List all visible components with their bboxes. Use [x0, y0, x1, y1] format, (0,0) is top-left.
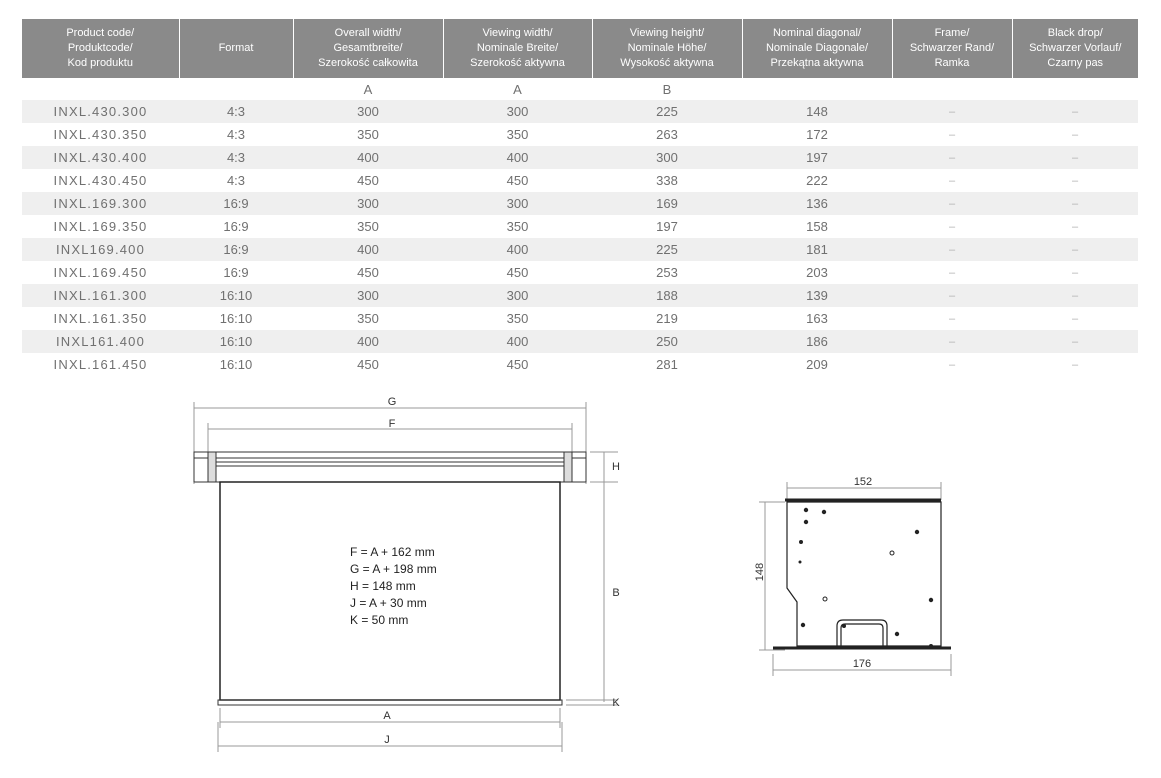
table-cell: 281	[656, 357, 678, 372]
table-cell: –	[1012, 238, 1138, 261]
table-cell: –	[1071, 128, 1079, 141]
table-cell: 250	[592, 330, 742, 353]
table-cell: 400	[443, 330, 592, 353]
table-row	[22, 169, 1138, 192]
table-cell: 350	[506, 219, 529, 234]
table-cell: 300	[443, 284, 592, 307]
table-row	[22, 330, 1138, 353]
table-cell: 400	[293, 238, 443, 261]
dimension-marker-cell: A	[513, 81, 522, 97]
table-cell: 16:10	[179, 330, 293, 353]
dim-label-a: A	[383, 710, 391, 722]
table-cell: 16:9	[223, 265, 249, 280]
table-row	[22, 238, 1138, 261]
table-cell: 188	[592, 284, 742, 307]
table-cell: INXL.430.400	[22, 146, 179, 169]
dimension-marker-cell	[22, 78, 179, 100]
dimension-marker-cell	[742, 78, 892, 100]
formula-h: H = 148 mm	[350, 579, 416, 593]
table-cell: 350	[357, 311, 379, 326]
table-row	[22, 215, 1138, 238]
side-dim-top: 152	[853, 476, 873, 488]
formula-g: G = A + 198 mm	[350, 562, 437, 576]
formula-j: J = A + 30 mm	[350, 596, 427, 610]
table-cell: 450	[357, 357, 379, 372]
table-cell: INXL.430.450	[53, 173, 148, 188]
dim-label-g: G	[387, 396, 397, 408]
table-cell: 158	[806, 219, 828, 234]
table-cell: 4:3	[226, 127, 246, 142]
table-row	[22, 353, 1138, 376]
table-cell: 203	[806, 265, 828, 280]
table-cell: 253	[656, 265, 678, 280]
table-cell: –	[948, 174, 956, 187]
side-dim-bottom: 176	[852, 658, 872, 670]
table-row	[22, 261, 1138, 284]
table-cell: 350	[506, 127, 529, 142]
table-cell: –	[892, 238, 1012, 261]
table-cell: 225	[592, 238, 742, 261]
table-cell: 4:3	[179, 100, 293, 123]
spec-table	[22, 19, 1138, 376]
table-cell: –	[948, 266, 956, 279]
table-cell: –	[1012, 146, 1138, 169]
table-cell: INXL.169.350	[53, 219, 148, 234]
formula-k: K = 50 mm	[350, 613, 409, 627]
table-cell: –	[892, 192, 1012, 215]
table-cell: 300	[293, 192, 443, 215]
dim-label-f: F	[388, 418, 396, 430]
column-header: Product code/ Produktcode/ Kod produktu	[22, 19, 179, 78]
table-cell: –	[892, 146, 1012, 169]
table-cell: 350	[357, 219, 379, 234]
table-cell: 300	[293, 100, 443, 123]
front-view-diagram	[180, 392, 640, 762]
table-cell: 400	[293, 330, 443, 353]
table-row	[22, 123, 1138, 146]
table-cell: –	[1071, 358, 1079, 371]
table-cell: –	[1012, 284, 1138, 307]
table-cell: 169	[592, 192, 742, 215]
table-row	[22, 284, 1138, 307]
table-cell: 16:10	[219, 357, 253, 372]
table-cell: –	[1071, 312, 1079, 325]
column-header: Black drop/ Schwarzer Vorlauf/ Czarny pas	[1012, 19, 1138, 78]
side-profile-diagram	[745, 470, 965, 680]
side-dim-height: 148	[754, 562, 766, 582]
table-cell: 197	[742, 146, 892, 169]
table-cell: 400	[443, 238, 592, 261]
table-cell: 450	[506, 265, 529, 280]
table-cell: 16:10	[219, 311, 253, 326]
formula-f: F = A + 162 mm	[350, 545, 435, 559]
table-cell: –	[892, 284, 1012, 307]
table-cell: 263	[656, 127, 678, 142]
table-row	[22, 192, 1138, 215]
table-cell: 186	[742, 330, 892, 353]
table-cell: –	[1071, 220, 1079, 233]
table-cell: 450	[506, 357, 529, 372]
table-cell: 450	[357, 173, 379, 188]
column-header: Overall width/ Gesamtbreite/ Szerokość całkowita	[293, 19, 443, 78]
table-cell: INXL169.400	[22, 238, 179, 261]
table-cell: 300	[443, 192, 592, 215]
dimension-marker-cell: B	[662, 81, 672, 97]
table-cell: 163	[806, 311, 828, 326]
column-header: Viewing width/ Nominale Breite/ Szerokość aktywna	[443, 19, 592, 78]
table-cell: –	[1012, 100, 1138, 123]
table-cell: 209	[806, 357, 828, 372]
table-cell: 350	[357, 127, 379, 142]
table-cell: 181	[742, 238, 892, 261]
dim-label-h: H	[612, 461, 620, 473]
table-cell: INXL161.400	[22, 330, 179, 353]
table-cell: INXL.169.450	[53, 265, 148, 280]
table-cell: –	[1012, 330, 1138, 353]
table-cell: 4:3	[179, 146, 293, 169]
table-cell: 4:3	[226, 173, 246, 188]
dimension-marker-cell: A	[363, 81, 373, 97]
table-cell: –	[948, 358, 956, 371]
table-cell: 16:9	[179, 192, 293, 215]
table-cell: INXL.161.350	[53, 311, 148, 326]
table-cell: 225	[592, 100, 742, 123]
table-cell: INXL.430.300	[22, 100, 179, 123]
table-row	[22, 307, 1138, 330]
table-cell: 222	[806, 173, 828, 188]
table-row	[22, 146, 1138, 169]
dim-label-k: K	[612, 697, 620, 709]
table-cell: 300	[592, 146, 742, 169]
table-cell: 450	[506, 173, 529, 188]
column-header: Viewing height/ Nominale Höhe/ Wysokość aktywna	[592, 19, 742, 78]
table-cell: –	[948, 220, 956, 233]
table-cell: –	[1012, 192, 1138, 215]
table-cell: 197	[656, 219, 678, 234]
column-header: Frame/ Schwarzer Rand/ Ramka	[892, 19, 1012, 78]
table-cell: –	[948, 128, 956, 141]
table-header-row	[22, 19, 1138, 78]
table-cell: 16:10	[179, 284, 293, 307]
table-cell: 139	[742, 284, 892, 307]
table-cell: 136	[742, 192, 892, 215]
dimension-marker-cell	[892, 78, 1012, 100]
table-cell: 300	[293, 284, 443, 307]
dimension-marker-cell	[179, 78, 293, 100]
table-cell: 148	[742, 100, 892, 123]
table-cell: 219	[656, 311, 678, 326]
dimension-marker-cell	[1012, 78, 1138, 100]
dim-label-j: J	[384, 734, 390, 746]
table-cell: INXL.169.300	[22, 192, 179, 215]
dimension-marker-row	[22, 78, 1138, 100]
table-cell: –	[948, 312, 956, 325]
table-cell: 350	[506, 311, 529, 326]
table-cell: –	[892, 330, 1012, 353]
table-cell: 16:9	[179, 238, 293, 261]
table-cell: 400	[443, 146, 592, 169]
column-header: Format	[179, 19, 293, 78]
table-cell: –	[892, 100, 1012, 123]
dim-label-b: B	[612, 587, 620, 599]
column-header: Nominal diagonal/ Nominale Diagonale/ Przekątna aktywna	[742, 19, 892, 78]
table-cell: INXL.161.450	[53, 357, 148, 372]
table-cell: 300	[443, 100, 592, 123]
table-cell: 16:9	[223, 219, 249, 234]
table-cell: 338	[656, 173, 678, 188]
table-cell: 450	[357, 265, 379, 280]
table-cell: –	[1071, 174, 1079, 187]
table-cell: –	[1071, 266, 1079, 279]
table-cell: INXL.430.350	[53, 127, 148, 142]
table-cell: 172	[806, 127, 828, 142]
table-row	[22, 100, 1138, 123]
table-cell: INXL.161.300	[22, 284, 179, 307]
table-cell: 400	[293, 146, 443, 169]
